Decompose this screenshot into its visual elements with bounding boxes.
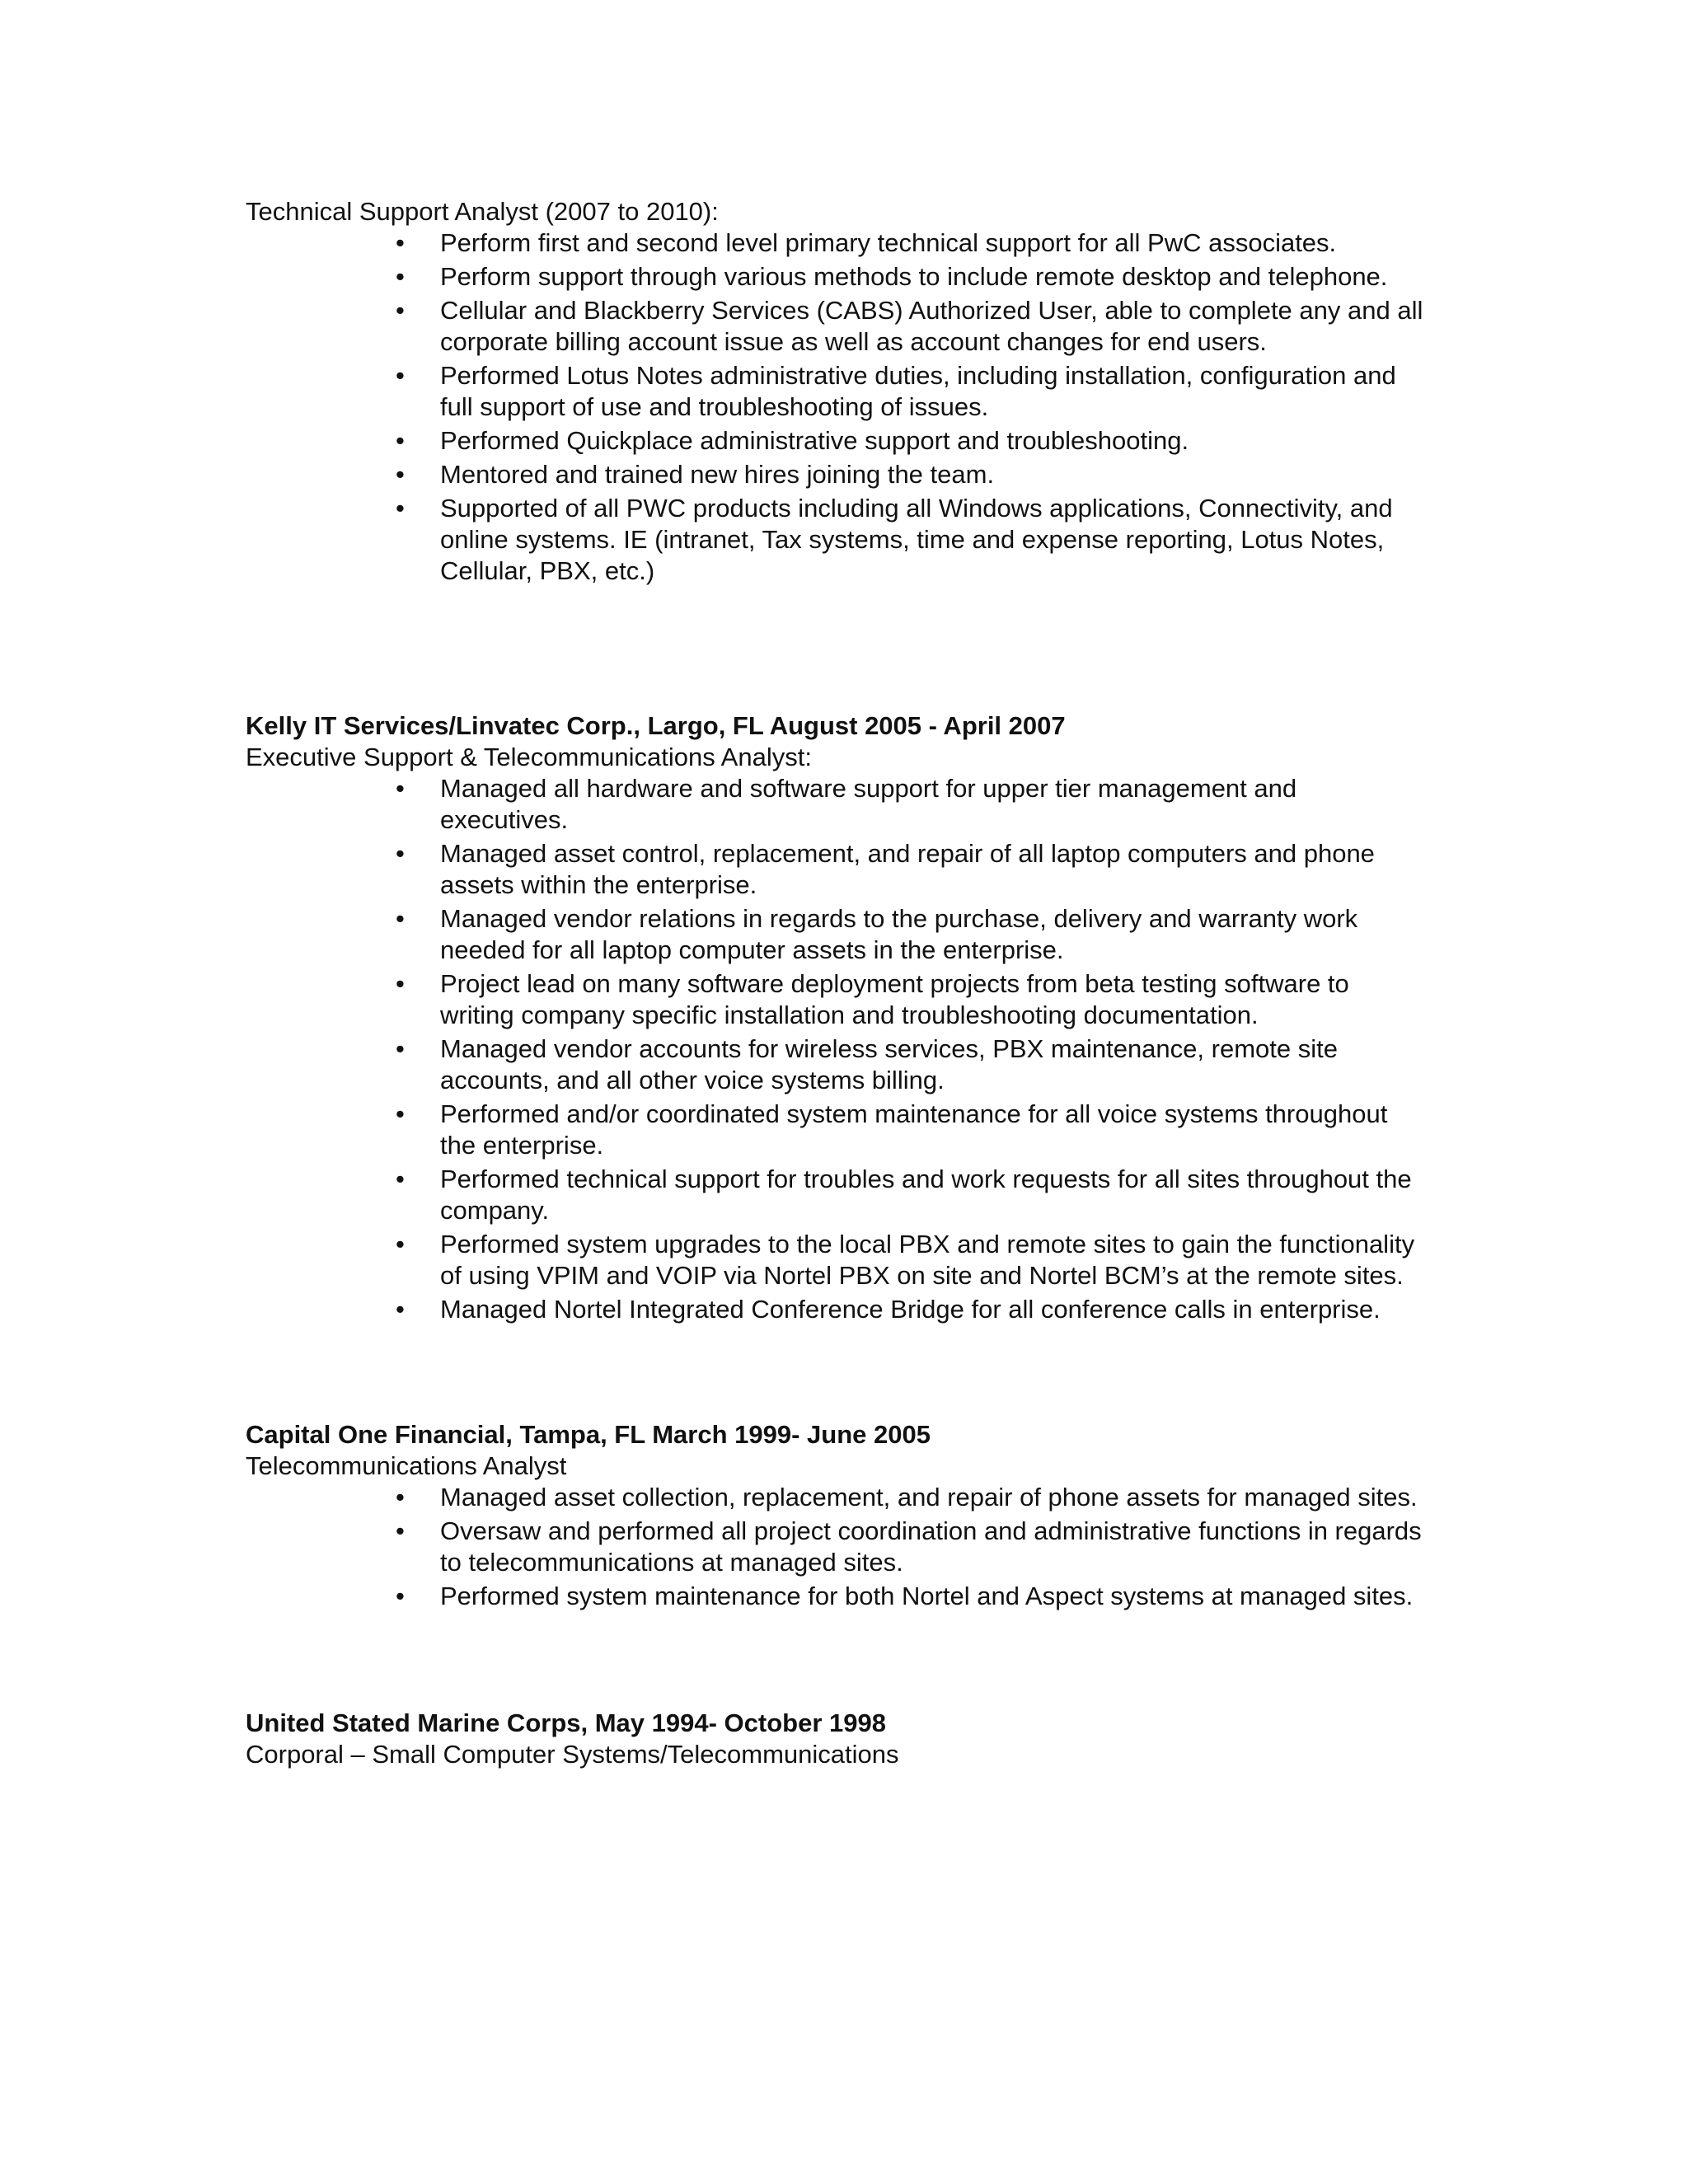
list-item: • Cellular and Blackberry Services (CABS) Authorized User, able to complete any and all corporate billing account issue as well as account changes for end users. bbox=[396, 296, 1423, 356]
job-title: Executive Support & Telecommunications Analyst: bbox=[246, 743, 812, 771]
bullet-icon: • bbox=[396, 1516, 405, 1545]
list-item: • Perform support through various methods to include remote desktop and telephone. bbox=[396, 262, 1388, 291]
section-technical-support bbox=[246, 196, 1449, 589]
employer-heading: Kelly IT Services/Linvatec Corp., Largo, FL August 2005 - April 2007 bbox=[246, 711, 1066, 740]
list-item: • Managed vendor accounts for wireless services, PBX maintenance, remote site accounts, and all other voice systems billing. bbox=[396, 1034, 1338, 1094]
list-item: • Supported of all PWC products including all Windows applications, Connectivity, and online systems. IE (intranet, Tax systems, time and expense reporting, Lotus Notes, Cellular, PBX, etc.) bbox=[396, 494, 1393, 585]
section-marine-corps bbox=[246, 1708, 1449, 1770]
bullet-icon: • bbox=[396, 839, 405, 868]
bullet-icon: • bbox=[396, 774, 405, 803]
bullet-icon: • bbox=[396, 1582, 405, 1610]
job-title: Telecommunications Analyst bbox=[246, 1451, 567, 1480]
list-item: • Performed technical support for troubles and work requests for all sites throughout the company. bbox=[396, 1165, 1412, 1225]
list-item: • Performed system upgrades to the local PBX and remote sites to gain the functionality of using VPIM and VOIP via Nortel PBX on site and Nortel BCM’s at the remote sites. bbox=[396, 1230, 1415, 1290]
bullet-icon: • bbox=[396, 1295, 405, 1324]
bullet-icon: • bbox=[396, 904, 405, 933]
list-item: • Managed asset collection, replacement, and repair of phone assets for managed sites. bbox=[396, 1483, 1418, 1511]
bullet-icon: • bbox=[396, 1483, 405, 1511]
bullet-icon: • bbox=[396, 460, 405, 489]
bullet-icon: • bbox=[396, 1099, 405, 1128]
list-item: • Managed asset control, replacement, and repair of all laptop computers and phone assets within the enterprise. bbox=[396, 839, 1375, 899]
list-item: • Performed Quickplace administrative support and troubleshooting. bbox=[396, 426, 1189, 455]
bullet-icon: • bbox=[396, 1230, 405, 1258]
bullet-icon: • bbox=[396, 1165, 405, 1193]
list-item: • Managed all hardware and software support for upper tier management and executives. bbox=[396, 774, 1297, 834]
list-item: • Oversaw and performed all project coordination and administrative functions in regards to telecommunications at managed sites. bbox=[396, 1516, 1422, 1577]
list-item: • Mentored and trained new hires joining the team. bbox=[396, 460, 995, 489]
bullet-icon: • bbox=[396, 296, 405, 325]
list-item: • Managed Nortel Integrated Conference Bridge for all conference calls in enterprise. bbox=[396, 1295, 1381, 1324]
list-item: • Managed vendor relations in regards to the purchase, delivery and warranty work needed for all laptop computer assets in the enterprise. bbox=[396, 904, 1358, 964]
bullet-icon: • bbox=[396, 361, 405, 390]
list-item: • Perform first and second level primary technical support for all PwC associates. bbox=[396, 228, 1337, 257]
bullet-icon: • bbox=[396, 228, 405, 257]
employer-heading: Capital One Financial, Tampa, FL March 1999- June 2005 bbox=[246, 1420, 931, 1449]
bullet-list bbox=[246, 227, 1449, 587]
bullet-icon: • bbox=[396, 262, 405, 291]
bullet-icon: • bbox=[396, 494, 405, 523]
bullet-list bbox=[246, 1482, 1449, 1612]
section-capital-one bbox=[246, 1419, 1449, 1615]
job-title: Corporal – Small Computer Systems/Telecommunications bbox=[246, 1740, 899, 1769]
list-item: • Performed system maintenance for both Nortel and Aspect systems at managed sites. bbox=[396, 1582, 1414, 1610]
bullet-list bbox=[246, 773, 1449, 1325]
bullet-icon: • bbox=[396, 426, 405, 455]
section-kelly-it-services bbox=[246, 710, 1449, 1328]
list-item: • Performed and/or coordinated system maintenance for all voice systems throughout the enterprise. bbox=[396, 1099, 1388, 1160]
list-item: • Performed Lotus Notes administrative duties, including installation, configuration and full support of use and troubleshooting of issues. bbox=[396, 361, 1396, 421]
employer-heading: United Stated Marine Corps, May 1994- October 1998 bbox=[246, 1708, 886, 1737]
list-item: • Project lead on many software deployment projects from beta testing software to writing company specific installation and troubleshooting documentation. bbox=[396, 969, 1349, 1029]
bullet-icon: • bbox=[396, 969, 405, 998]
bullet-icon: • bbox=[396, 1034, 405, 1063]
job-title: Technical Support Analyst (2007 to 2010): bbox=[246, 197, 719, 226]
